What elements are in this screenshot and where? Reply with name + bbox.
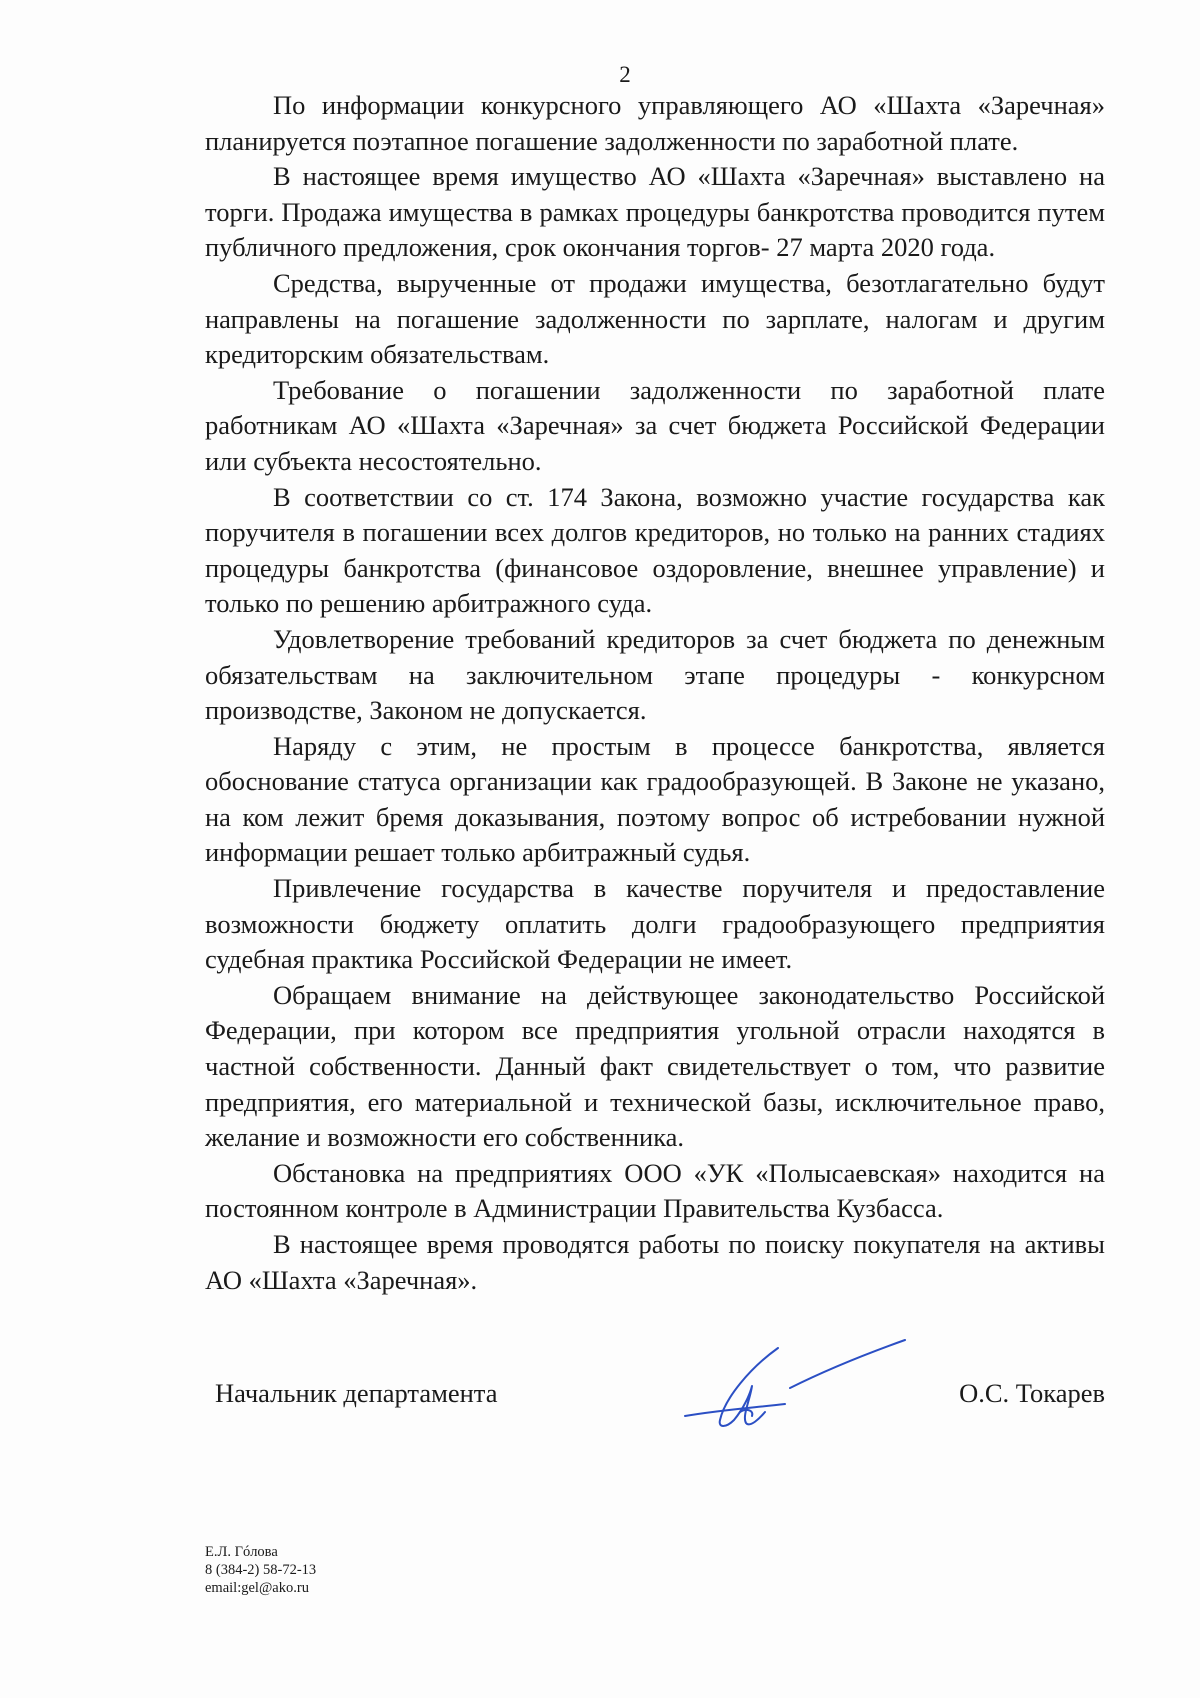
paragraph: Наряду с этим, не простым в процессе банкротства, является обоснование статуса организации как градообразующей. В Законе не указано, на ком лежит бремя доказывания, поэтому вопрос об истребовании нужной информации решает только арбитражный судья. [205,730,1105,868]
paragraph: В соответствии со ст. 174 Закона, возможно участие государства как поручителя в погашении всех долгов кредиторов, но только на ранних стадиях процедуры банкротства (финансовое оздоровление, внешнее управление) и только по решению арбитражного суда. [205,481,1105,619]
page-number: 2 [619,62,631,87]
letter-body [205,88,1105,1298]
executor-email: email:gel@ako.ru [205,1580,309,1596]
executor-info [205,1543,316,1597]
paragraph: По информации конкурсного управляющего АО «Шахта «Заречная» планируется поэтапное погашение задолженности по заработной плате. [205,90,1105,156]
paragraph: Средства, вырученные от продажи имущества, безотлагательно будут направлены на погашение задолженности по зарплате, налогам и другим кредиторским обязательствам. [205,267,1105,370]
paragraph: Обращаем внимание на действующее законодательство Российской Федерации, при котором все предприятия угольной отрасли находятся в частной собственности. Данный факт свидетельствует о том, что развитие предприятия, его материальной и технической базы, исключительное право, желание и возможности его собственника. [205,979,1105,1153]
signature-block [205,1378,1105,1448]
paragraph: Требование о погашении задолженности по заработной плате работникам АО «Шахта «Заречная» за счет бюджета Российской Федерации или субъекта несостоятельно. [205,374,1105,476]
paragraph: Обстановка на предприятиях ООО «УК «Полысаевская» находится на постоянном контроле в Администрации Правительства Кузбасса. [205,1157,1105,1224]
paragraph: В настоящее время имущество АО «Шахта «Заречная» выставлено на торги. Продажа имущества в рамках процедуры банкротства проводится путем публичного предложения, срок окончания торгов- 27 марта 2020 года. [205,161,1105,263]
executor-phone: 8 (384-2) 58-72-13 [205,1562,317,1578]
paragraph: Привлечение государства в качестве поручителя и предоставление возможности бюджету оплатить долги градообразующего предприятия судебная практика Российской Федерации не имеет. [205,873,1105,975]
paragraph: Удовлетворение требований кредиторов за счет бюджета по денежным обязательствам на заключительном этапе процедуры - конкурсном производстве, Законом не допускается. [205,623,1105,726]
paragraph: В настоящее время проводятся работы по поиску покупателя на активы АО «Шахта «Заречная». [205,1229,1105,1295]
signatory-position: Начальник департамента [215,1378,498,1408]
executor-name: Е.Л. Гóлова [205,1544,278,1560]
signatory-name: О.С. Токарев [959,1378,1105,1408]
